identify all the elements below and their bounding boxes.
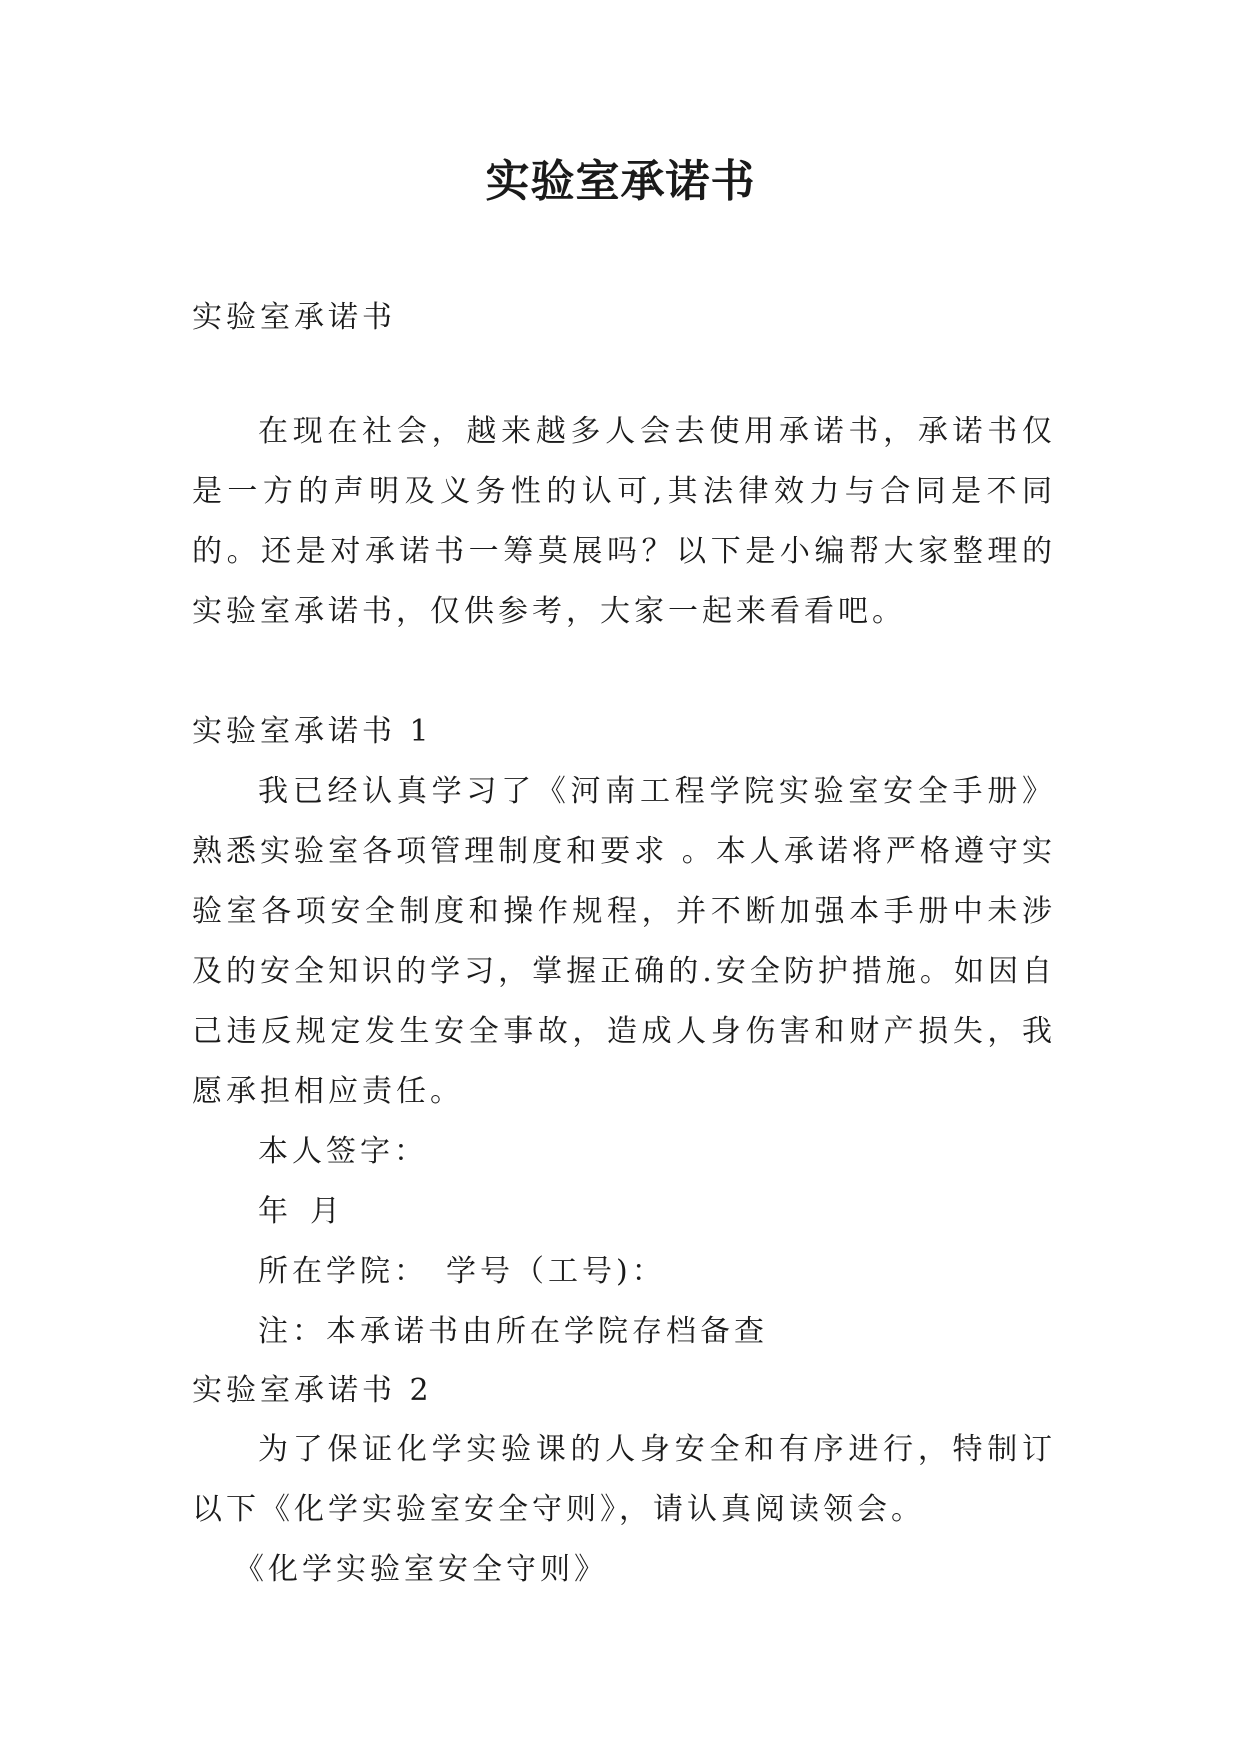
signature-line	[192, 1122, 1056, 1182]
document-body	[192, 288, 1056, 1600]
spacer	[192, 348, 1056, 402]
document-subtitle: 实验室承诺书	[192, 300, 396, 335]
date-year: 年	[258, 1194, 292, 1229]
college-label: 所在学院：	[258, 1254, 428, 1289]
document-title: 实验室承诺书	[485, 156, 756, 207]
college-id-line	[192, 1242, 1056, 1302]
spacer	[192, 642, 1056, 702]
rules-title-text: 《化学实验室安全守则》	[234, 1552, 608, 1587]
id-label: 学号（工号)：	[446, 1254, 666, 1289]
date-line	[192, 1182, 1056, 1242]
date-month: 月	[310, 1194, 344, 1229]
section2-heading: 实验室承诺书 2	[192, 1373, 433, 1408]
rules-title	[192, 1540, 1056, 1600]
section1-body: 我已经认真学习了《河南工程学院实验室安全手册》熟悉实验室各项管理制度和要求 。本人承诺将严格遵守实验室各项安全制度和操作规程，并不断加强本手册中未涉及的安全知识的学习，掌握正确的.安全防护措施。如因自己违反规定发生安全事故，造成人身伤害和财产损失，我愿承担相应责任。	[192, 774, 1056, 1109]
signature-label: 本人签字：	[258, 1134, 428, 1169]
section1-heading: 实验室承诺书 1	[192, 714, 433, 749]
intro-paragraph: 在现在社会，越来越多人会去使用承诺书，承诺书仅是一方的声明及义务性的认可,其法律效力与合同是不同的。还是对承诺书一筹莫展吗？以下是小编帮大家整理的实验室承诺书，仅供参考，大家一起来看看吧。	[192, 414, 1056, 629]
section2-body: 为了保证化学实验课的人身安全和有序进行，特制订以下《化学实验室安全守则》，请认真阅读领会。	[192, 1432, 1056, 1527]
archive-note: 注：本承诺书由所在学院存档备查	[258, 1314, 768, 1349]
